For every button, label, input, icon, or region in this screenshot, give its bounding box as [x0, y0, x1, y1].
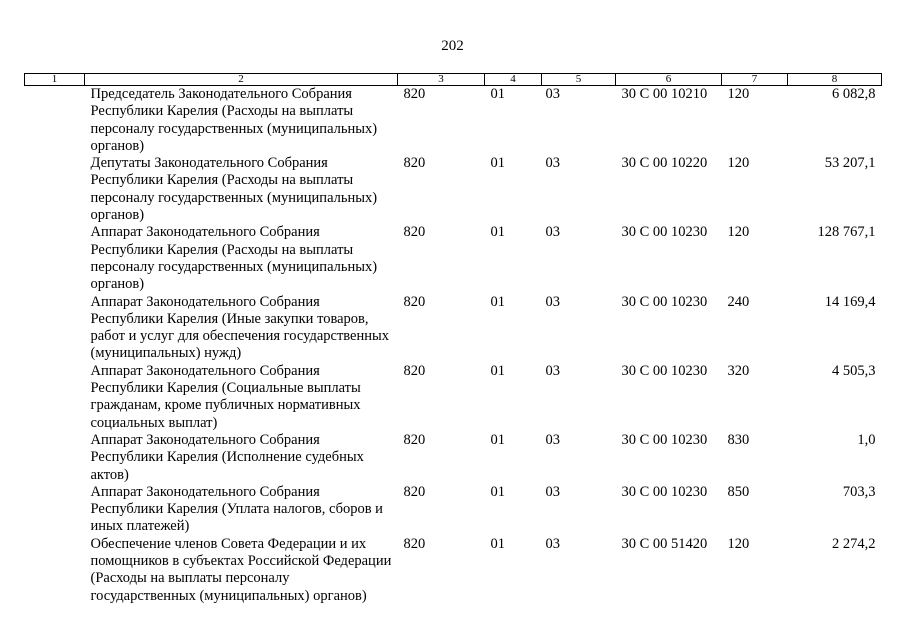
col1-cell	[25, 224, 85, 293]
col1-cell	[25, 86, 85, 156]
col1-cell	[25, 155, 85, 224]
description-cell: Аппарат Законодательного Собрания Республики Карелия (Расходы на выплаты персоналу государственных (муниципальных) органов)	[90, 224, 378, 293]
table-row	[25, 294, 882, 363]
department-code: 820	[403, 362, 426, 379]
col1-cell	[25, 363, 85, 432]
target-article-code: 30 С 00 10230	[621, 224, 708, 241]
department-code: 820	[403, 155, 426, 172]
target-article-code: 30 С 00 10230	[621, 362, 708, 379]
column-number: 2	[85, 74, 398, 86]
expense-type-code: 240	[727, 293, 750, 310]
expense-type-code: 320	[727, 362, 750, 379]
section-code: 01	[490, 431, 505, 448]
expense-type-code: 120	[727, 155, 750, 172]
column-number: 1	[25, 74, 85, 86]
amount: 53 207,1	[824, 155, 876, 172]
col1-cell	[25, 294, 85, 363]
expense-type-code: 120	[727, 86, 750, 102]
subsection-code: 03	[545, 535, 560, 552]
table-row	[25, 363, 882, 432]
section-code: 01	[490, 224, 505, 241]
target-article-code: 30 С 00 10230	[621, 431, 708, 448]
description-cell: Аппарат Законодательного Собрания Республики Карелия (Социальные выплаты гражданам, кроме публичных нормативных социальных выплат)	[90, 362, 361, 431]
department-code: 820	[403, 535, 426, 552]
section-code: 01	[490, 293, 505, 310]
subsection-code: 03	[545, 155, 560, 172]
column-number: 6	[616, 74, 722, 86]
expense-type-code: 120	[727, 535, 750, 552]
target-article-code: 30 С 00 10230	[621, 293, 708, 310]
section-code: 01	[490, 483, 505, 500]
subsection-code: 03	[545, 362, 560, 379]
section-code: 01	[490, 535, 505, 552]
column-number-row	[25, 74, 882, 86]
department-code: 820	[403, 431, 426, 448]
expense-type-code: 830	[727, 431, 750, 448]
section-code: 01	[490, 155, 505, 172]
section-code: 01	[490, 86, 505, 102]
subsection-code: 03	[545, 293, 560, 310]
col1-cell	[25, 536, 85, 605]
table-row	[25, 484, 882, 536]
amount: 128 767,1	[817, 224, 876, 241]
target-article-code: 30 С 00 51420	[621, 535, 708, 552]
budget-table	[24, 73, 882, 605]
column-number: 8	[788, 74, 882, 86]
department-code: 820	[403, 293, 426, 310]
amount: 4 505,3	[832, 362, 876, 379]
table-row	[25, 155, 882, 224]
section-code: 01	[490, 362, 505, 379]
description-cell: Депутаты Законодательного Собрания Республики Карелия (Расходы на выплаты персоналу государственных (муниципальных) органов)	[90, 155, 378, 224]
description-cell: Председатель Законодательного Собрания Республики Карелия (Расходы на выплаты персоналу государственных (муниципальных) органов)	[90, 86, 378, 154]
target-article-code: 30 С 00 10210	[621, 86, 708, 102]
subsection-code: 03	[545, 86, 560, 102]
department-code: 820	[403, 483, 426, 500]
table-row	[25, 224, 882, 293]
target-article-code: 30 С 00 10220	[621, 155, 708, 172]
column-number: 7	[722, 74, 788, 86]
amount: 6 082,8	[832, 86, 876, 102]
amount: 2 274,2	[832, 535, 876, 552]
department-code: 820	[403, 86, 426, 102]
subsection-code: 03	[545, 224, 560, 241]
table-row	[25, 86, 882, 156]
amount: 703,3	[842, 483, 876, 500]
subsection-code: 03	[545, 483, 560, 500]
description-cell: Аппарат Законодательного Собрания Республики Карелия (Исполнение судебных актов)	[90, 431, 364, 483]
page-number: 202	[441, 38, 464, 54]
expense-type-code: 120	[727, 224, 750, 241]
column-number: 5	[542, 74, 616, 86]
amount: 1,0	[857, 431, 876, 448]
amount: 14 169,4	[824, 293, 876, 310]
department-code: 820	[403, 224, 426, 241]
col1-cell	[25, 484, 85, 536]
expense-type-code: 850	[727, 483, 750, 500]
table-row	[25, 536, 882, 605]
table-row	[25, 432, 882, 484]
description-cell: Аппарат Законодательного Собрания Республики Карелия (Иные закупки товаров, работ и услуг для обеспечения государственных (муниципальных) нужд)	[90, 293, 389, 362]
column-number: 3	[398, 74, 485, 86]
target-article-code: 30 С 00 10230	[621, 483, 708, 500]
column-number: 4	[485, 74, 542, 86]
description-cell: Обеспечение членов Совета Федерации и их помощников в субъектах Российской Федерации (Расходы на выплаты персоналу государственных (муниципальных) органов)	[90, 535, 392, 604]
description-cell: Аппарат Законодательного Собрания Республики Карелия (Уплата налогов, сборов и иных платежей)	[90, 483, 383, 535]
col1-cell	[25, 432, 85, 484]
subsection-code: 03	[545, 431, 560, 448]
